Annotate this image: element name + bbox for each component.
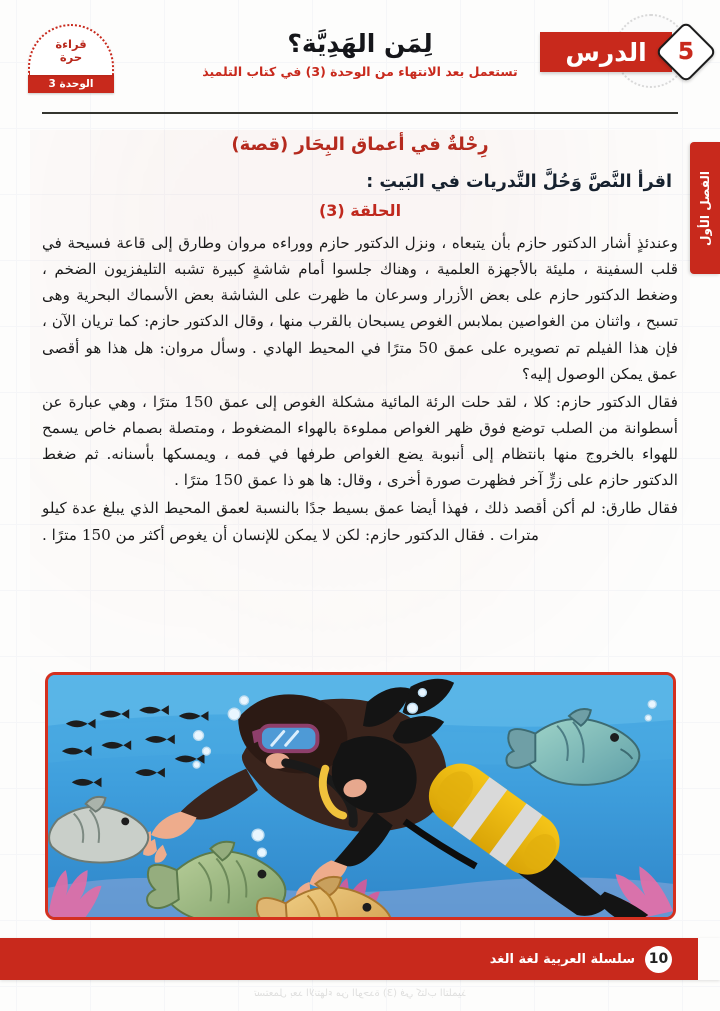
title-block [180, 28, 540, 81]
side-tab-label: الفصل الأول [698, 170, 712, 246]
lesson-number: 5 [677, 39, 695, 66]
page-content [0, 134, 720, 548]
page-title: لِمَن الهَدِيَّة؟ [287, 29, 433, 58]
footer-edge [698, 938, 720, 980]
page-footer [0, 938, 720, 980]
scuba-diver-scene-icon [48, 675, 673, 917]
lesson-ribbon [540, 30, 708, 74]
page-header [0, 0, 720, 118]
story-paragraph: وعندئذٍ أشار الدكتور حازم بأن يتبعاه ، ونزل الدكتور حازم ووراءه مروان وطارق إلى قاعة فسيحة في قلب السفينة ، مليئة بالأجهزة العلمية ، وهناك جلسوا أمام شاشةٍ كبيرة تشبه التليفزيون الضخم ، وضغط الدكتور حازم على بعض الأزرار وسرعان ما ظهرت على الشاشة بعض الأسماك البحرية وهى تسبح ، واثنان من الغواصين بملابس الغوص يسبحان بالقرب منها ، وقال الدكتور حازم: كما تريان الآن ، فإن هذا الفيلم تم تصويره على عمق 50 مترًا في المحيط الهادي . وسأل مروان: هل هذا هو أقصى عمق يمكن الوصول إليه؟ [42, 234, 678, 383]
episode-heading: الحلقة (3) [318, 201, 402, 220]
illustration-scuba-diver [45, 672, 676, 920]
story-body [42, 230, 678, 548]
page-number: 10 [645, 946, 672, 973]
story-title: رِحْلةٌ في أعماق البِحَار (قصة) [231, 134, 489, 155]
header-divider [42, 112, 678, 114]
unit-badge-dome [28, 24, 114, 75]
page-subtitle: تستعمل بعد الانتهاء من الوحدة (3) في كتاب التلميذ [202, 64, 518, 80]
unit-badge-line2: حرة [59, 49, 83, 64]
side-tab-chapter [690, 142, 720, 274]
footer-bleed-text: تستعمل بعد الانتهاء من الوحدة (3) في كتاب التلميذ [253, 988, 467, 999]
instruction-line: اقرأ النَّصَّ وَحُلَّ التَّدريات في البَيتِ : [366, 172, 672, 192]
unit-badge-label: الوحدة 3 [28, 75, 114, 93]
lesson-label: الدرس [540, 32, 672, 72]
story-paragraph: فقال الدكتور حازم: كلا ، لقد حلت الرئة المائية مشكلة الغوص إلى عمق 150 مترًا ، وهي عبارة عن أسطوانة من الصلب توضع فوق ظهر الغواص مملوءة بالهواء المضغوط ، ومتصلة بصمام خاص يسمح للهواء بالخروج منها بانتظام إلى أنبوبة يضع الغواص طرفها في فمه ، ويمسكها بأسنانه. ثم ضغط الدكتور حازم على زرٍّ آخر فظهرت صورة أخرى ، وقال: ها هو ذا عمق 150 مترًا . [42, 392, 679, 490]
unit-badge-line1: قراءة [55, 37, 87, 52]
story-paragraph: فقال طارق: لم أكن أقصد ذلك ، فهذا أيضا عمق بسيط جدًا بالنسبة لعمق المحيط الذي يبلغ عدة كيلو مترات . فقال الدكتور حازم: لكن لا يمكن للإنسان أن يغوص أكثر من 150 مترًا . [42, 499, 678, 544]
unit-badge [28, 24, 114, 93]
footer-inner [0, 946, 720, 973]
series-name: سلسلة العربية لغة الغد [489, 951, 635, 967]
